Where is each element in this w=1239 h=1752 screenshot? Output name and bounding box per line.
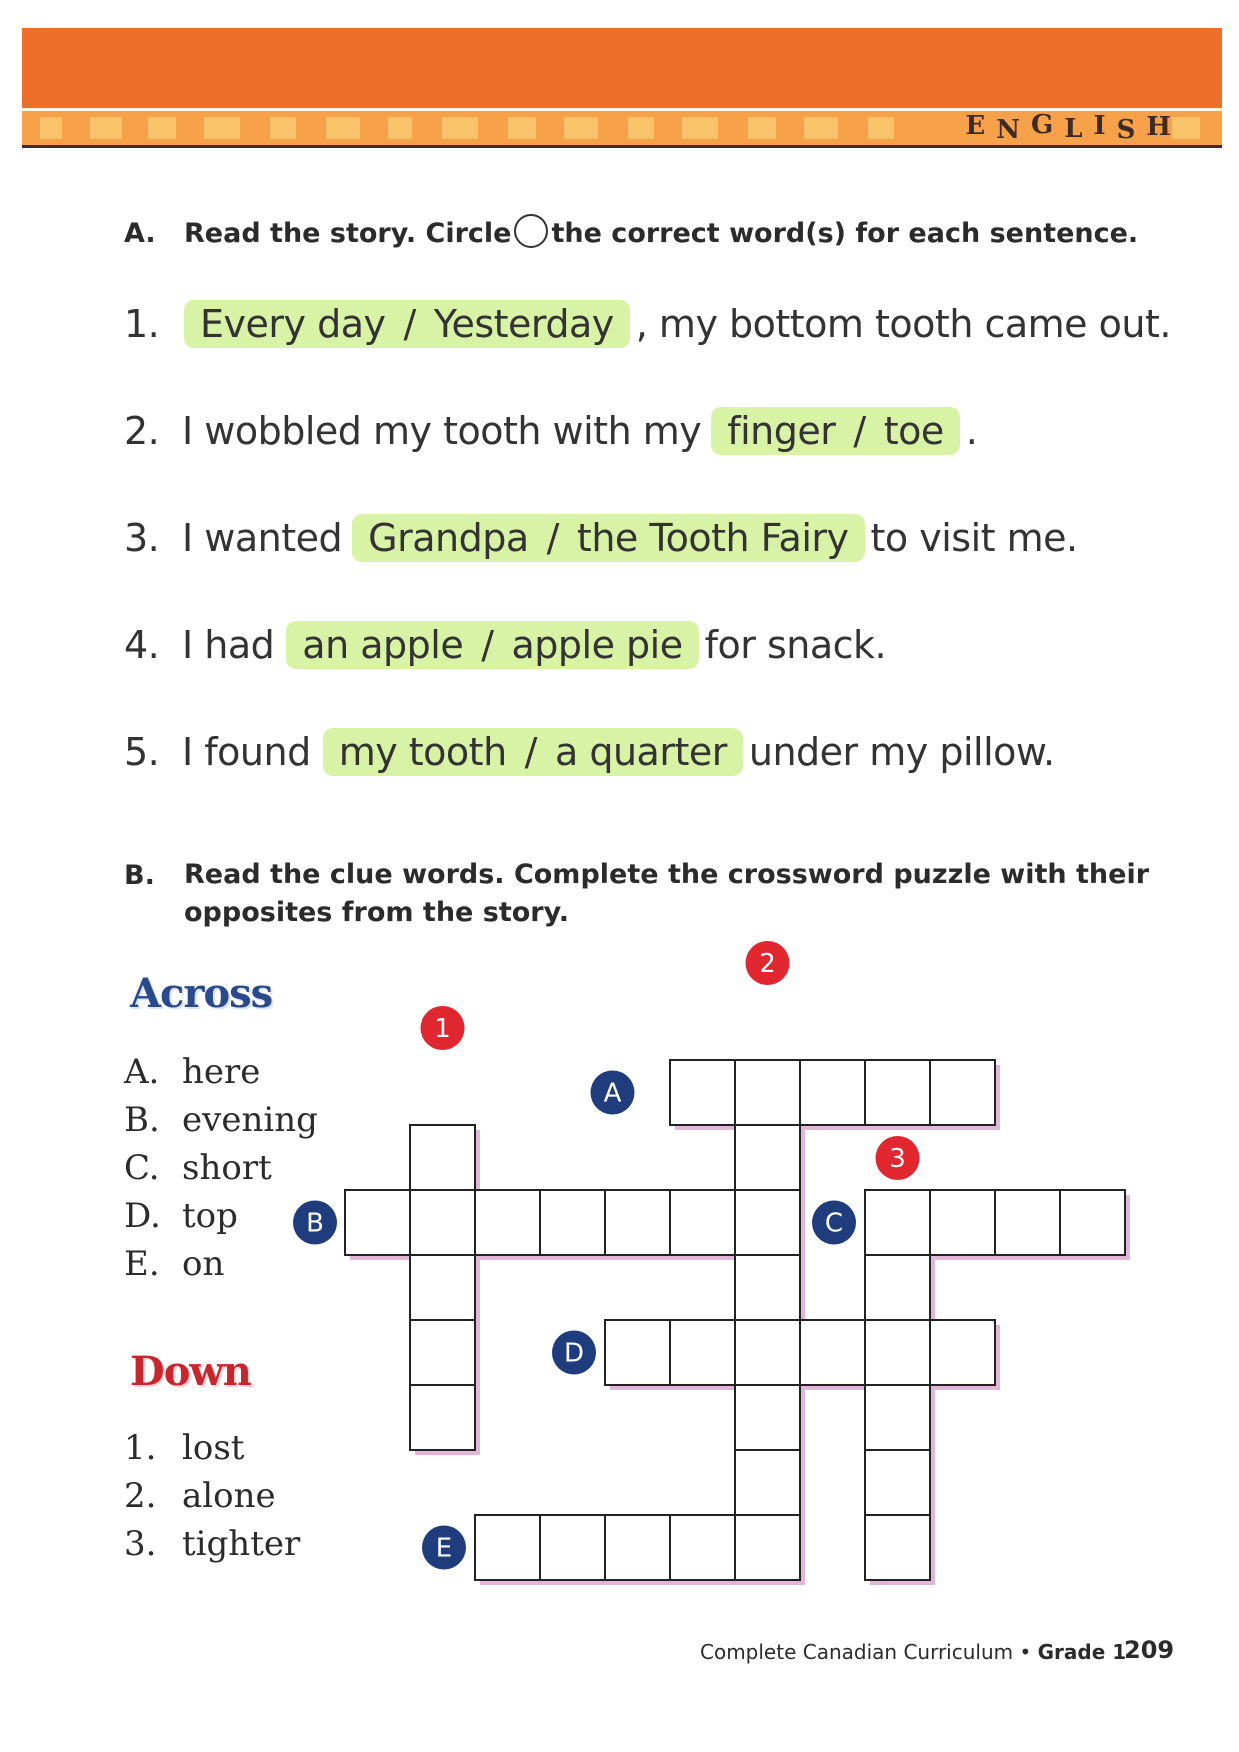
clue-marker: [591, 1071, 635, 1115]
instruction-line: opposites from the story.: [184, 897, 569, 928]
choice-slash: /: [403, 302, 416, 346]
grid-cell[interactable]: [410, 1320, 475, 1385]
choice-option[interactable]: toe: [883, 409, 944, 453]
section-a-letter: A.: [124, 218, 156, 249]
instruction-text: the correct word(s) for each sentence.: [551, 218, 1139, 249]
grid-cell[interactable]: [800, 1320, 865, 1385]
grid-cell[interactable]: [410, 1125, 475, 1190]
grid-cell[interactable]: [865, 1255, 930, 1320]
clue-word: evening: [182, 1100, 318, 1140]
clue-marker-label: 2: [759, 949, 776, 979]
choice-slash: /: [524, 730, 537, 774]
clue-label: E.: [124, 1244, 160, 1284]
question-number: 2.: [124, 409, 160, 453]
clue-word: tighter: [182, 1524, 301, 1564]
choice-option[interactable]: Yesterday: [433, 302, 614, 346]
choice-slash: /: [546, 516, 559, 560]
clue-marker: [552, 1331, 596, 1375]
page-number: 209: [1124, 1636, 1175, 1664]
subject-letter: G: [1030, 110, 1065, 140]
grid-cell[interactable]: [735, 1060, 800, 1125]
clue-label: 3.: [124, 1524, 157, 1564]
clue-label: D.: [124, 1196, 161, 1236]
question-text-after: to visit me.: [870, 516, 1078, 560]
clue-marker-label: A: [603, 1078, 622, 1109]
clue-marker: [746, 941, 790, 985]
grid-cell[interactable]: [345, 1190, 410, 1255]
subject-letter: S: [1116, 115, 1147, 145]
instruction-text: Read the story. Circle: [184, 218, 512, 249]
subject-letter: L: [1064, 114, 1094, 144]
question-text-before: I wobbled my tooth with my: [182, 409, 702, 453]
grid-cell[interactable]: [865, 1385, 930, 1450]
clue-label: B.: [124, 1100, 160, 1140]
clue-marker-label: B: [306, 1208, 324, 1239]
question-text-before: I wanted: [182, 516, 343, 560]
grid-cell[interactable]: [735, 1190, 800, 1255]
question-text-after: .: [965, 409, 978, 453]
question-number: 1.: [124, 302, 160, 346]
clue-label: C.: [124, 1148, 160, 1188]
clue-marker-label: 1: [434, 1014, 451, 1044]
grid-cell[interactable]: [475, 1190, 540, 1255]
choice-option[interactable]: an apple: [302, 623, 464, 667]
footer-curriculum: Complete Canadian Curriculum: [700, 1640, 1014, 1664]
instruction-line: Read the clue words. Complete the crossword puzzle with their: [184, 859, 1150, 890]
footer-text: [700, 1640, 1126, 1664]
question-text-before: I had: [182, 623, 275, 667]
clue-marker-label: E: [435, 1533, 453, 1564]
grid-cell[interactable]: [605, 1320, 670, 1385]
subject-letter: I: [1093, 111, 1117, 141]
choice-option[interactable]: Every day: [200, 302, 386, 346]
grid-cell[interactable]: [865, 1060, 930, 1125]
section-b-letter: B.: [124, 860, 155, 891]
grid-cell[interactable]: [540, 1515, 605, 1580]
clue-marker: [422, 1526, 466, 1570]
subject-letter: N: [996, 115, 1031, 145]
grid-cell[interactable]: [540, 1190, 605, 1255]
clue-word: on: [182, 1244, 225, 1284]
grid-cell[interactable]: [670, 1515, 735, 1580]
grid-cell[interactable]: [735, 1515, 800, 1580]
grid-cell[interactable]: [930, 1190, 995, 1255]
question-text-before: I found: [182, 730, 311, 774]
clue-marker: [421, 1006, 465, 1050]
clue-label: 1.: [124, 1428, 157, 1468]
grid-cell[interactable]: [670, 1190, 735, 1255]
grid-cell[interactable]: [605, 1515, 670, 1580]
question-text-after: , my bottom tooth came out.: [635, 302, 1171, 346]
choice-option[interactable]: finger: [727, 409, 836, 453]
clue-word: alone: [182, 1476, 276, 1516]
grid-cell[interactable]: [670, 1060, 735, 1125]
footer-grade: Grade 1: [1037, 1640, 1127, 1664]
question-text-after: under my pillow.: [748, 730, 1055, 774]
subject-letter: E: [965, 111, 997, 141]
choice-option[interactable]: the Tooth Fairy: [576, 516, 849, 560]
grid-cell[interactable]: [410, 1385, 475, 1450]
choice-slash: /: [853, 409, 866, 453]
choice-option[interactable]: a quarter: [554, 730, 727, 774]
choice-option[interactable]: Grandpa: [368, 516, 529, 560]
question-number: 5.: [124, 730, 160, 774]
down-title: Down: [130, 1348, 251, 1395]
grid-cell[interactable]: [735, 1125, 800, 1190]
grid-cell[interactable]: [670, 1320, 735, 1385]
clue-word: here: [182, 1052, 261, 1092]
grid-cell[interactable]: [995, 1190, 1060, 1255]
question-number: 3.: [124, 516, 160, 560]
grid-cell[interactable]: [865, 1190, 930, 1255]
clue-marker: [293, 1201, 337, 1245]
choice-option[interactable]: my tooth: [338, 730, 507, 774]
subject-letter: H: [1146, 112, 1182, 142]
clue-word: lost: [182, 1428, 245, 1468]
clue-word: short: [182, 1148, 272, 1188]
clue-word: top: [182, 1196, 238, 1236]
clue-marker: [812, 1201, 856, 1245]
grid-cell[interactable]: [735, 1385, 800, 1450]
grid-cell[interactable]: [735, 1450, 800, 1515]
grid-cell[interactable]: [930, 1320, 995, 1385]
question-number: 4.: [124, 623, 160, 667]
across-title: Across: [130, 970, 273, 1017]
grid-cell[interactable]: [865, 1515, 930, 1580]
grid-cell[interactable]: [735, 1255, 800, 1320]
question-text-after: for snack.: [704, 623, 887, 667]
clue-label: 2.: [124, 1476, 157, 1516]
clue-label: A.: [124, 1052, 160, 1092]
grid-cell[interactable]: [1060, 1190, 1125, 1255]
choice-slash: /: [481, 623, 494, 667]
clue-marker-label: D: [563, 1338, 585, 1369]
grid-cell[interactable]: [735, 1320, 800, 1385]
clue-marker: [876, 1136, 920, 1180]
grid-cell[interactable]: [865, 1450, 930, 1515]
grid-cell[interactable]: [865, 1320, 930, 1385]
grid-cell[interactable]: [410, 1190, 475, 1255]
grid-cell[interactable]: [475, 1515, 540, 1580]
choice-option[interactable]: apple pie: [511, 623, 683, 667]
grid-cell[interactable]: [410, 1255, 475, 1320]
clue-marker-label: C: [824, 1208, 844, 1239]
footer-bullet: •: [1019, 1640, 1032, 1664]
clue-marker-label: 3: [889, 1144, 906, 1174]
grid-cell[interactable]: [930, 1060, 995, 1125]
grid-cell[interactable]: [800, 1060, 865, 1125]
grid-cell[interactable]: [605, 1190, 670, 1255]
